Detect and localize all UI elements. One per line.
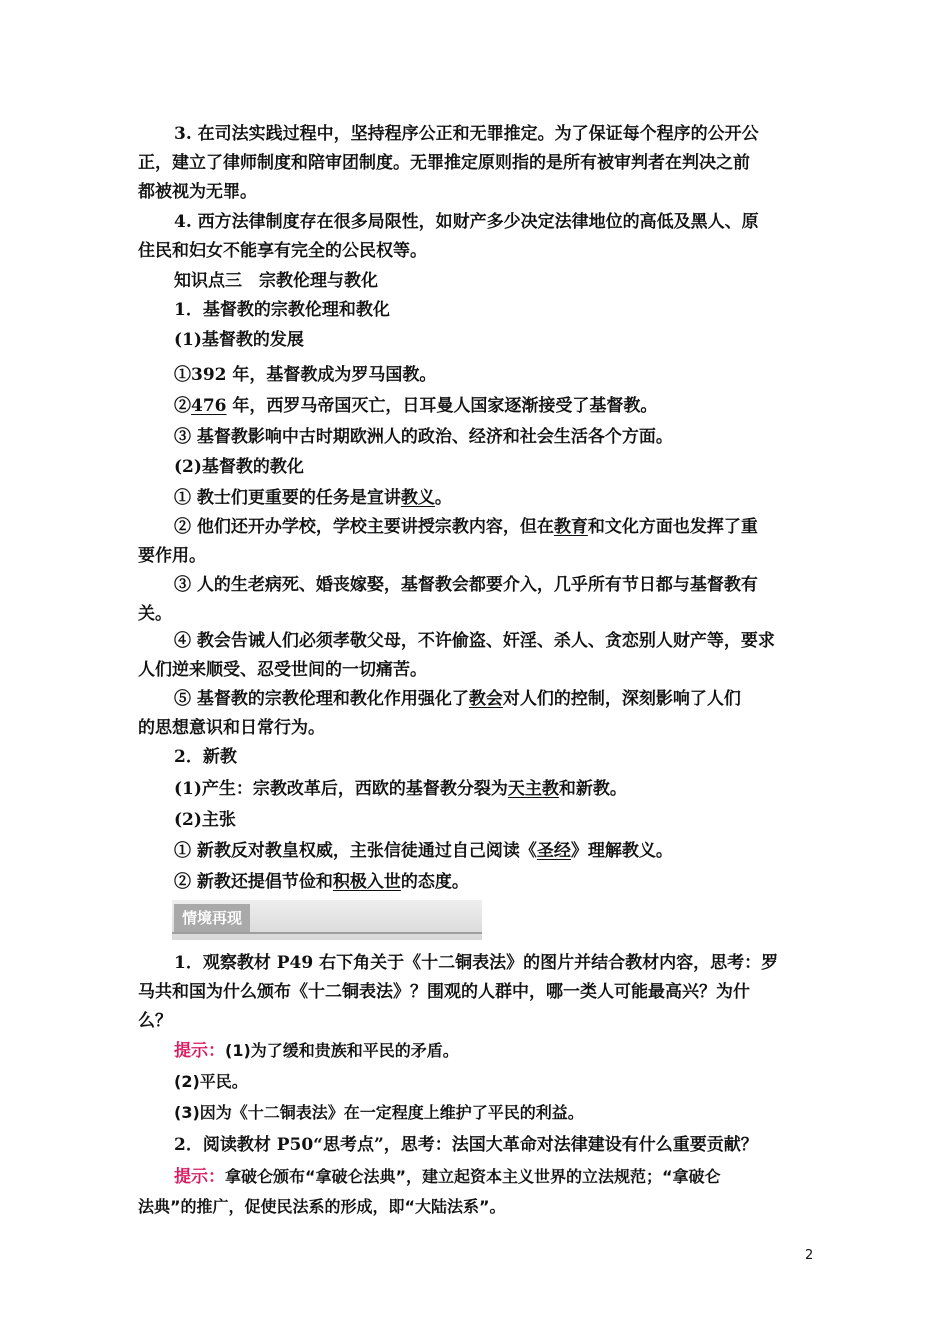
list-item [174,516,854,538]
underlined-answer: 积极入世 [332,872,401,892]
text: 的态度。 [400,872,469,892]
list-item [174,487,854,509]
text: 年，西罗马帝国灭亡，日耳曼人国家逐渐接受了基督教。 [226,396,658,416]
list-item [174,395,854,417]
hint-text: (1)为了缓和贵族和平民的矛盾。 [225,1041,459,1060]
list-item-cont: 的思想意识和日常行为。 [138,718,325,738]
hint-2 [174,1166,854,1188]
underlined-answer: 476 [191,396,227,416]
banner-divider [172,932,482,934]
text: (1)产生：宗教改革后，西欧的基督教分裂为 [174,779,508,799]
hint-1-line3: (3)因为《十二铜表法》在一定程度上维护了平民的利益。 [174,1103,584,1122]
text: 和文化方面也发挥了重 [587,517,758,537]
underlined-answer: 教会 [468,689,503,709]
hint-label: 提示： [174,1041,225,1061]
paragraph-3-line2: 正，建立了律师制度和陪审团制度。无罪推定原则指的是所有被审判者在判决之前 [138,153,750,173]
list-item: ①392 年，基督教成为罗马国教。 [174,365,437,385]
list-item-cont: 要作用。 [138,546,206,566]
list-item: ④ 教会告诫人们必须孝敬父母，不许偷盗、奸淫、杀人、贪恋别人财产等，要求 [174,631,775,651]
subsection-heading-2: 2．新教 [174,747,237,767]
banner-label: 情境再现 [174,904,250,932]
list-item-cont: 关。 [138,604,172,624]
question-1-line3: 么？ [138,1011,172,1031]
text: 。 [434,488,452,508]
list-item [174,688,854,710]
question-1-line1: 1．观察教材 P49 右下角关于《十二铜表法》的图片并结合教材内容，思考：罗 [174,953,779,973]
paragraph-3-line3: 都被视为无罪。 [138,182,257,202]
text: ② 他们还开办学校，学校主要讲授宗教内容，但在 [174,517,554,537]
hint-text: 拿破仑颁布“拿破仑法典”，建立起资本主义世界的立法规范；“拿破仑 [225,1167,721,1186]
text: ② [174,396,191,416]
page-number: 2 [805,1248,814,1263]
item-heading-1: (1)基督教的发展 [174,330,304,350]
text: 和新教。 [558,779,627,799]
text: 》理解教义。 [570,841,673,861]
list-item [174,778,854,800]
section-heading: 知识点三 宗教伦理与教化 [174,271,378,291]
item-heading-2: (2)基督教的教化 [174,457,304,477]
text: ① 新教反对教皇权威，主张信徒通过自己阅读《 [174,841,537,861]
list-item-cont: 人们逆来顺受、忍受世间的一切痛苦。 [138,660,427,680]
paragraph-4-line2: 住民和妇女不能享有完全的公民权等。 [138,241,427,261]
text: 对人们的控制，深刻影响了人们 [502,689,741,709]
list-item [174,871,854,893]
item-heading-3: (2)主张 [174,810,236,830]
hint-1 [174,1040,854,1062]
hint-label: 提示： [174,1167,225,1187]
question-2: 2．阅读教材 P50“思考点”，思考：法国大革命对法律建设有什么重要贡献？ [174,1135,758,1155]
list-item: ③ 人的生老病死、婚丧嫁娶，基督教会都要介入，几乎所有节日都与基督教有 [174,575,758,595]
paragraph-3-line1: 3. 在司法实践过程中，坚持程序公正和无罪推定。为了保证每个程序的公开公 [174,124,759,144]
hint-1-line2: (2)平民。 [174,1072,248,1091]
text: ① 教士们更重要的任务是宣讲 [174,488,401,508]
paragraph-4-line1: 4. 西方法律制度存在很多局限性，如财产多少决定法律地位的高低及黑人、原 [174,212,759,232]
section-banner [172,900,482,940]
text: ② 新教还提倡节俭和 [174,872,333,892]
hint-2-line2: 法典”的推广，促使民法系的形成，即“大陆法系”。 [138,1197,506,1216]
list-item: ③ 基督教影响中古时期欧洲人的政治、经济和社会生活各个方面。 [174,427,673,447]
list-item [174,840,854,862]
subsection-heading-1: 1．基督教的宗教伦理和教化 [174,300,390,320]
underlined-answer: 天主教 [507,779,559,799]
underlined-answer: 教育 [553,517,588,537]
question-1-line2: 马共和国为什么颁布《十二铜表法》？围观的人群中，哪一类人可能最高兴？为什 [138,982,750,1002]
underlined-answer: 教义 [400,488,435,508]
underlined-answer: 圣经 [536,841,571,861]
text: ⑤ 基督教的宗教伦理和教化作用强化了 [174,689,469,709]
